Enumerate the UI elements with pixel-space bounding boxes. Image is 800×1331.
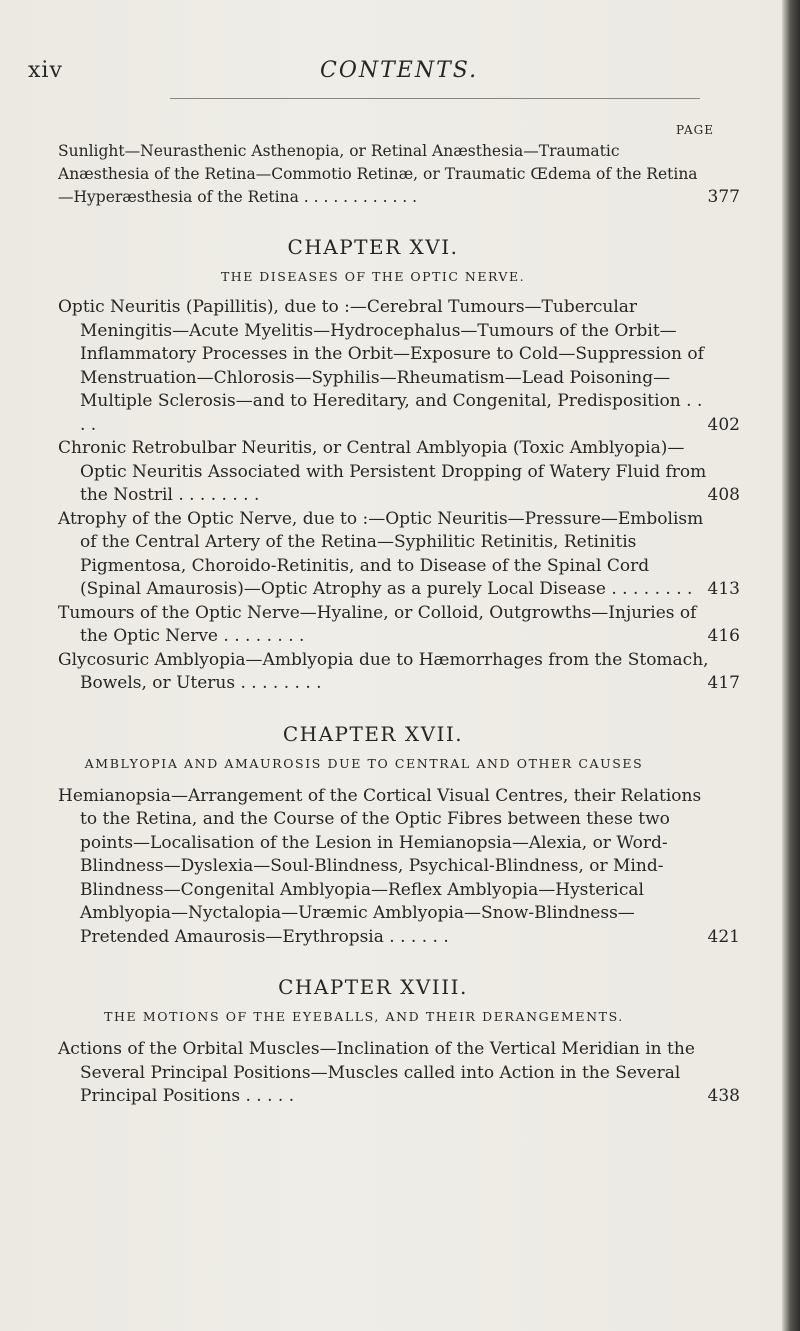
toc-entry — [58, 1038, 740, 1109]
chapter-subtitle: AMBLYOPIA AND AMAUROSIS DUE TO CENTRAL AND OTHER CAUSES — [84, 755, 644, 771]
entry-text: Chronic Retrobulbar Neuritis, or Central Amblyopia (Toxic Amblyopia)—Optic Neuritis Associated with Persistent Dropping of Watery Fluid from the Nostril . . . . . . . . — [58, 438, 707, 505]
toc-entry — [58, 437, 740, 508]
chapter-heading: CHAPTER XVIII. — [278, 975, 468, 999]
toc-entry — [58, 649, 740, 696]
toc-entry — [58, 140, 740, 209]
book-spine-shadow — [782, 0, 800, 1331]
chapter-heading: CHAPTER XVI. — [287, 235, 459, 259]
contents-body — [58, 140, 740, 1109]
entry-page-number: 421 — [707, 926, 740, 947]
entry-page-number: 416 — [707, 626, 740, 646]
page-column-label: PAGE — [676, 123, 714, 137]
toc-entry — [58, 296, 740, 437]
running-title: CONTENTS. — [320, 58, 479, 83]
entry-text: Tumours of the Optic Nerve—Hyaline, or Colloid, Outgrowths—Injuries of the Optic Nerve . . . . . . . . — [58, 602, 697, 646]
entry-page-number: 417 — [707, 673, 740, 693]
toc-entry — [58, 602, 740, 649]
entry-text: Optic Neuritis (Papillitis), due to :—Cerebral Tumours—Tubercular Meningitis—Acute Myelitis—Hydrocephalus—Tumours of the Orbit—Inflammatory Processes in the Orbit—Exposure to Cold—Suppression of Menstruation—Chlorosis—Syphilis—Rheumatism—Lead Poisoning—Multiple Sclerosis—and to Hereditary, and Congenital, Predisposition . . . . — [58, 297, 704, 435]
header-rule — [170, 98, 700, 99]
entry-page-number: 402 — [707, 414, 740, 435]
folio-number: xiv — [28, 58, 63, 83]
entry-page-number: 408 — [707, 485, 740, 505]
page-header — [0, 58, 780, 98]
toc-entry — [58, 508, 740, 602]
entry-page-number: 377 — [707, 187, 740, 207]
chapter-subtitle: THE DISEASES OF THE OPTIC NERVE. — [220, 269, 526, 284]
entry-text: Hemianopsia—Arrangement of the Cortical Visual Centres, their Relations to the Retina, and the Course of the Optic Fibres between these two points—Localisation of the Lesion in Hemianopsia—Alexia, or Word-Blindness—Dyslexia—Soul-Blindness, Psychical-Blindness, or Mind-Blindness—Congenital Amblyopia—Reflex Amblyopia—Hysterical Amblyopia—Nyctalopia—Uræmic Amblyopia—Snow-Blindness—Pretended Amaurosis—Erythropsia . . . . . . — [58, 785, 702, 947]
entry-text: Glycosuric Amblyopia—Amblyopia due to Hæmorrhages from the Stomach, Bowels, or Uterus . . . . . . . . — [58, 649, 709, 693]
chapter-subtitle: THE MOTIONS OF THE EYEBALLS, AND THEIR DERANGEMENTS. — [104, 1009, 624, 1024]
entry-page-number: 413 — [707, 579, 740, 599]
entry-page-number: 438 — [707, 1086, 740, 1106]
chapter-heading: CHAPTER XVII. — [282, 721, 464, 746]
entry-text: Sunlight—Neurasthenic Asthenopia, or Retinal Anæsthesia—Traumatic Anæsthesia of the Retina—Commotio Retinæ, or Traumatic Œdema of the Retina—Hyperæsthesia of the Retina . . . . . . . . . . . . — [58, 142, 698, 206]
toc-entry — [58, 785, 740, 950]
entry-text: Actions of the Orbital Muscles—Inclination of the Vertical Meridian in the Several Principal Positions—Muscles called into Action in the Several Principal Positions . . . . . — [58, 1039, 695, 1106]
entry-text: Atrophy of the Optic Nerve, due to :—Optic Neuritis—Pressure—Embolism of the Central Artery of the Retina—Syphilitic Retinitis, Retinitis Pigmentosa, Choroido-Retinitis, and to Disease of the Spinal Cord (Spinal Amaurosis)—Optic Atrophy as a purely Local Disease . . . . . . . . — [58, 508, 704, 599]
